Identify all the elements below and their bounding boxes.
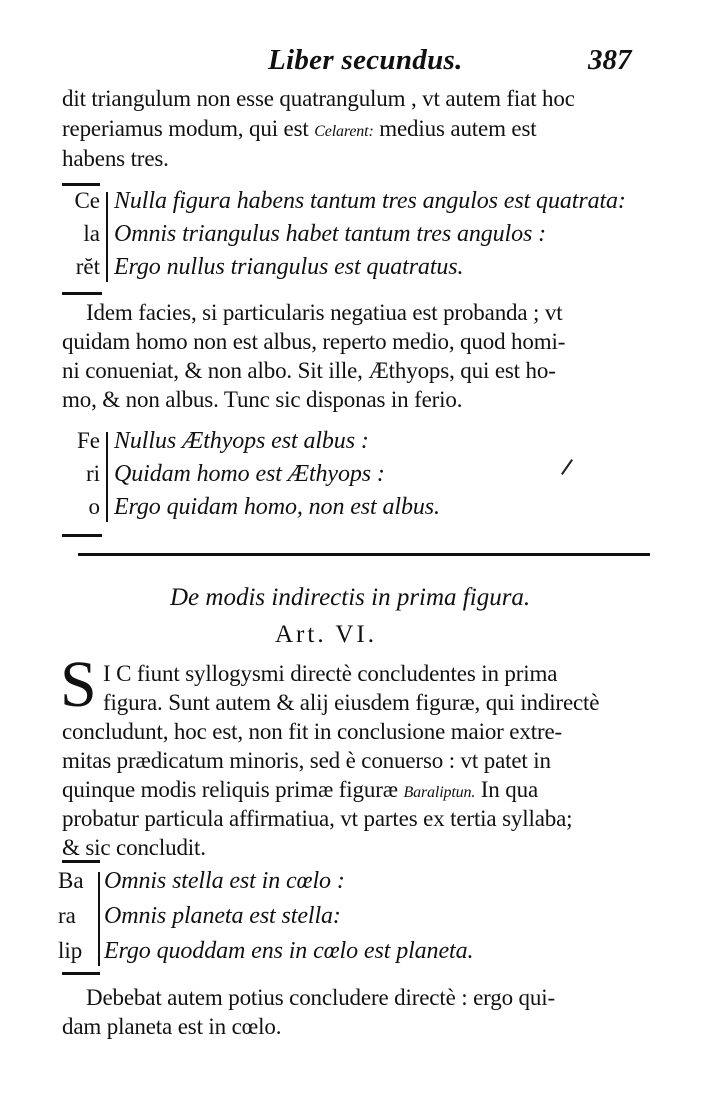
syllogism-baralip xyxy=(58,868,658,968)
syllable-mark: ra xyxy=(58,903,76,928)
para1-line3: habens tres. xyxy=(62,146,169,171)
mode-name-celarent: Celarent: xyxy=(314,123,374,140)
para3-line5-text: quinque modis reliquis primæ figuræ xyxy=(62,777,404,802)
syllable-mark: ri xyxy=(85,461,100,486)
para3-line6: probatur particula affirmatiua, vt partes ex tertia syllaba; xyxy=(62,806,573,831)
syllable-mark: Ba xyxy=(58,868,84,893)
para3-line1: I C fiunt syllogysmi directè concludentes in prima xyxy=(103,661,558,686)
minor-premise: Omnis triangulus habet tantum tres angulos : xyxy=(114,221,547,247)
page-number: 387 xyxy=(588,44,632,76)
conclusion: Ergo quidam homo, non est albus. xyxy=(114,494,440,520)
divider-dash xyxy=(62,292,102,295)
conclusion: Ergo quoddam ens in cœlo est planeta. xyxy=(104,938,474,964)
bracket-line xyxy=(106,192,108,282)
para3-line2: figura. Sunt autem & alij eiusdem figuræ, qui indirectè xyxy=(103,690,600,715)
minor-premise: Omnis planeta est stella: xyxy=(104,903,341,929)
para4-line1: Debebat autem potius concludere directè : ergo qui- xyxy=(86,985,555,1010)
para2-line2: quidam homo non est albus, reperto medio, quod homi- xyxy=(62,329,566,354)
syllogism-celarent xyxy=(60,188,660,288)
bracket-line xyxy=(106,432,108,522)
bracket-line xyxy=(98,872,100,966)
syllable-mark: Ce xyxy=(74,188,100,213)
article-heading: Art. VI. xyxy=(275,621,378,648)
para2-line4: mo, & non albus. Tunc sic disponas in ferio. xyxy=(62,387,463,412)
drop-cap: S xyxy=(60,648,97,721)
para3-line7: & sic concludit. xyxy=(62,835,206,860)
running-title: Liber secundus. xyxy=(268,44,463,76)
para3-line5-tail: In qua xyxy=(480,777,539,802)
para1-line1: dit triangulum non esse quatrangulum , vt autem fiat hoc xyxy=(62,86,575,111)
syllable-mark: Fe xyxy=(77,428,100,453)
para2-line3: ni conueniat, & non albo. Sit ille, Æthyops, qui est ho- xyxy=(62,358,556,383)
syllable-mark: rĕt xyxy=(75,254,100,279)
major-premise: Nulla figura habens tantum tres angulos est quatrata: xyxy=(114,188,626,214)
para1-line2 xyxy=(62,116,537,142)
divider-dash xyxy=(62,534,102,537)
para3-line3: concludunt, hoc est, non fit in conclusione maior extre- xyxy=(62,719,563,744)
section-rule xyxy=(78,553,650,556)
para3-line4: mitas prædicatum minoris, sed è conuerso : vt patet in xyxy=(62,748,551,773)
para1-line2-tail: medius autem est xyxy=(373,116,537,141)
major-premise: Omnis stella est in cœlo : xyxy=(104,868,345,894)
syllogism-ferio xyxy=(60,428,660,528)
para1-line2-text: reperiamus modum, qui est xyxy=(62,116,315,141)
mode-name-baraliptun: Baraliptun. xyxy=(403,784,476,801)
minor-premise: Quidam homo est Æthyops : xyxy=(114,461,385,487)
divider-dash xyxy=(62,860,100,863)
section-title: De modis indirectis in prima figura. xyxy=(170,584,531,611)
conclusion: Ergo nullus triangulus est quatratus. xyxy=(114,254,464,280)
para3-line5 xyxy=(62,777,538,803)
divider-dash xyxy=(62,972,100,975)
syllable-mark: lip xyxy=(58,938,83,963)
syllable-mark: o xyxy=(88,494,100,519)
para2-line1: Idem facies, si particularis negatiua est probanda ; vt xyxy=(86,300,563,325)
syllable-mark: la xyxy=(83,221,100,246)
major-premise: Nullus Æthyops est albus : xyxy=(114,428,369,454)
para4-line2: dam planeta est in cœlo. xyxy=(62,1014,282,1039)
divider-dash xyxy=(62,183,100,186)
